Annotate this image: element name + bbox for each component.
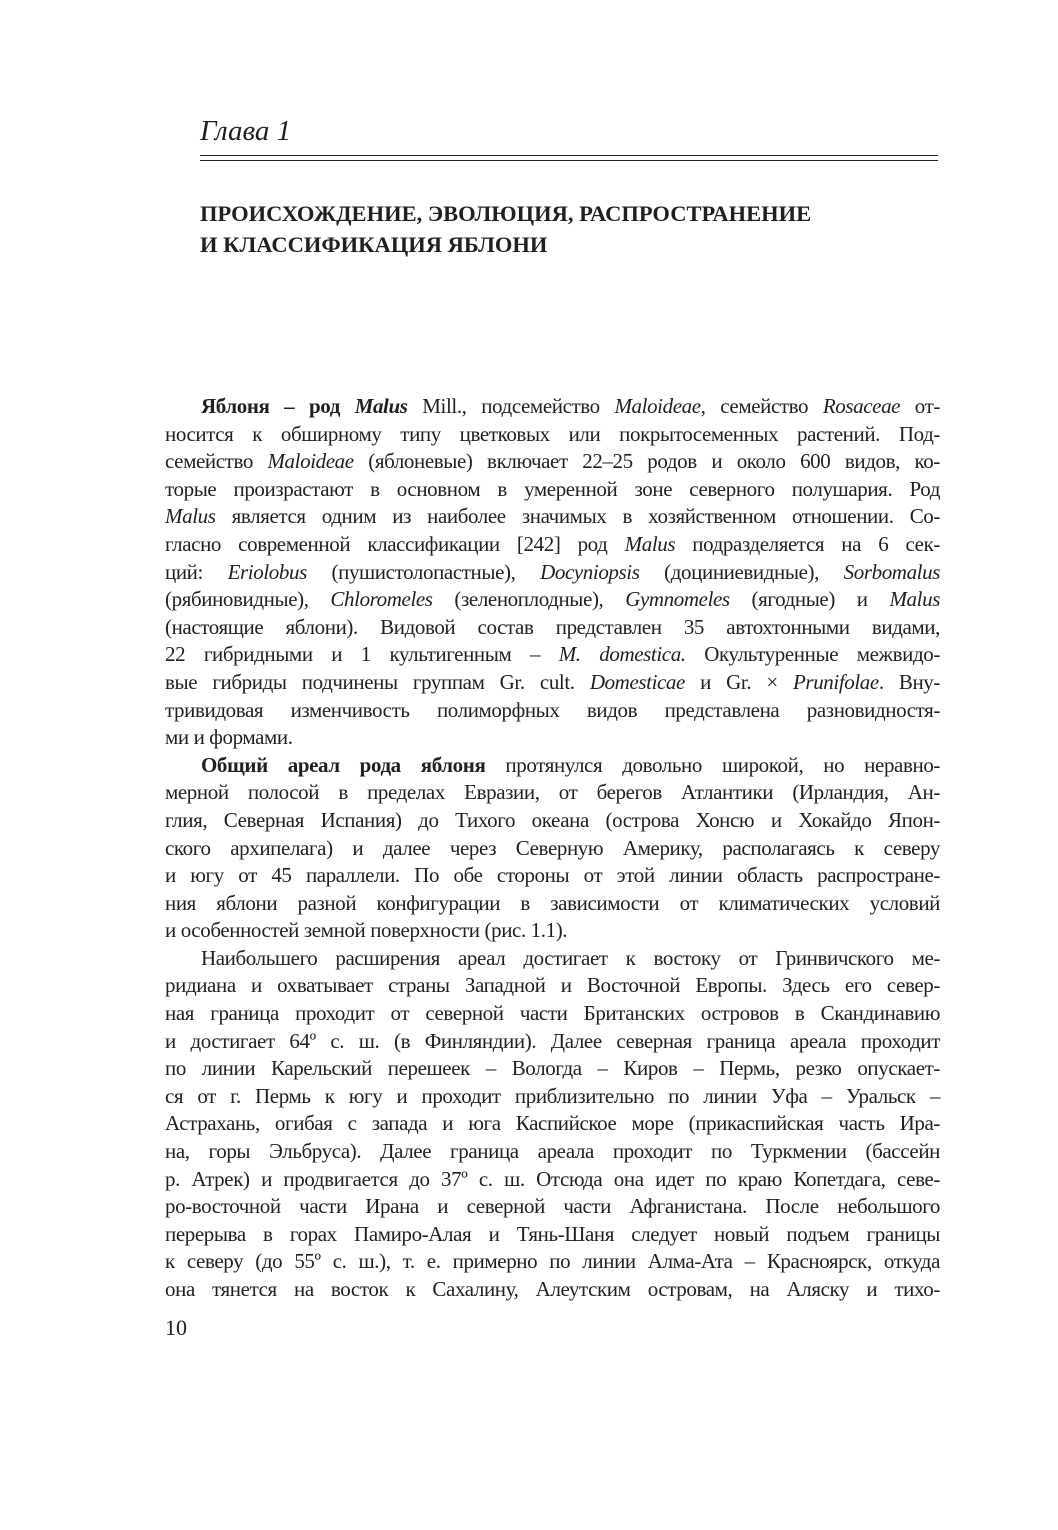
text-run: протянулся довольно широкой, но неравно- — [485, 752, 941, 777]
text-run: и югу от 45 параллели. По обе стороны от этой линии область распростране- — [165, 863, 940, 888]
text-run: и Gr. × — [684, 669, 793, 694]
text-line — [165, 862, 940, 890]
text-line — [165, 1166, 940, 1194]
text-run: по линии Карельский перешеек – Вологда – Киров – Пермь, резко опускает- — [165, 1056, 940, 1081]
text-line — [165, 972, 940, 1000]
text-run: , семейство — [700, 394, 823, 418]
text-run: носится к обширному типу цветковых или покрытосеменных растений. Под- — [165, 421, 940, 446]
text-run: она тянется на восток к Сахалину, Алеутским островам, на Аляску и тихо- — [165, 1277, 940, 1301]
text-line — [165, 393, 940, 421]
text-line — [165, 752, 940, 780]
emphasized-text: Malus — [624, 531, 676, 556]
emphasized-text: Sorbomalus — [843, 559, 940, 584]
page-number: 10 — [165, 1315, 187, 1340]
text-line — [165, 669, 940, 697]
text-run: торые произрастают в основном в умеренной зоне северного полушария. Род — [165, 476, 940, 501]
body-text — [165, 393, 940, 1304]
header-rule-top — [200, 155, 938, 156]
text-run: на, горы Эльбруса). Далее граница ареала проходит по Туркмении (бассейн — [165, 1139, 940, 1164]
text-run: (доциниевидные), — [639, 559, 844, 584]
text-run: ми и формами. — [165, 725, 293, 750]
text-run: тривидовая изменчивость полиморфных видов представлена разновидностя- — [165, 697, 940, 722]
chapter-title-line: ПРОИСХОЖДЕНИЕ, ЭВОЛЮЦИЯ, РАСПРОСТРАНЕНИЕ — [200, 201, 812, 226]
text-line — [165, 641, 940, 669]
text-run: ния яблони разной конфигурации в зависимости от климатических условий — [165, 890, 940, 915]
emphasized-text: Общий ареал рода яблоня — [201, 752, 486, 777]
text-run: перерыва в горах Памиро-Алая и Тянь-Шаня следует новый подъем границы — [165, 1221, 940, 1246]
text-run: (пушистолопастные), — [306, 559, 541, 584]
text-line — [165, 779, 940, 807]
text-line — [165, 1055, 940, 1083]
text-run: мерной полосой в пределах Евразии, от берегов Атлантики (Ирландия, Ан- — [165, 780, 940, 805]
text-line — [165, 448, 940, 476]
text-run: и особенностей земной поверхности (рис. 1.1). — [165, 918, 568, 943]
text-run: и достигает 64º с. ш. (в Финляндии). Далее северная граница ареала проходит — [165, 1028, 940, 1053]
text-run: гласно современной классификации [242] род — [165, 531, 625, 556]
text-line — [165, 724, 940, 752]
text-run: ная граница проходит от северной части Британских островов в Скандинавию — [165, 1001, 940, 1026]
text-line — [165, 697, 940, 725]
text-run: ского архипелага) и далее через Северную Америку, располагаясь к северу — [165, 835, 940, 860]
text-run: . Вну- — [878, 669, 940, 694]
text-run: вые гибриды подчинены группам Gr. cult. — [165, 669, 590, 694]
text-line — [165, 1221, 940, 1249]
text-run: Окультуренные межвидо- — [685, 642, 940, 667]
text-line — [165, 807, 940, 835]
emphasized-text: Eriolobus — [227, 559, 307, 584]
emphasized-text: Яблоня – род — [201, 394, 355, 418]
emphasized-text: Maloideae — [267, 449, 354, 474]
text-run: (рябиновидные), — [165, 587, 331, 612]
emphasized-text: Rosaceae — [822, 394, 901, 418]
emphasized-text: M. domestica. — [558, 642, 686, 667]
paragraph — [165, 393, 940, 752]
text-line — [165, 559, 940, 587]
text-run: (зеленоплодные), — [432, 587, 626, 612]
chapter-title-line: И КЛАССИФИКАЦИЯ ЯБЛОНИ — [200, 232, 548, 257]
text-run: является одним из наиболее значимых в хозяйственном отношении. Со- — [215, 504, 940, 529]
emphasized-text: Chloromeles — [330, 587, 433, 612]
text-line — [165, 1083, 940, 1111]
text-run: (настоящие яблони). Видовой состав представлен 35 автохтонными видами, — [165, 614, 940, 639]
chapter-heading: Глава 1 — [200, 115, 292, 147]
emphasized-text: Domesticae — [589, 669, 685, 694]
text-run: к северу (до 55º с. ш.), т. е. примерно по линии Алма-Ата – Красноярск, откуда — [165, 1249, 940, 1274]
text-run: (яблоневые) включает 22–25 родов и около 600 видов, ко- — [353, 449, 940, 474]
emphasized-text: Maloideae — [614, 394, 701, 418]
text-run: подразделяется на 6 сек- — [675, 531, 940, 556]
text-run: от- — [900, 394, 941, 418]
text-line — [165, 1276, 940, 1304]
chapter-title — [200, 198, 811, 260]
emphasized-text: Gymnomeles — [625, 587, 730, 612]
text-line — [165, 614, 940, 642]
text-line — [165, 421, 940, 449]
text-run: семейство — [165, 449, 268, 474]
text-line — [165, 1028, 940, 1056]
text-line — [165, 945, 940, 973]
text-run: р. Атрек) и продвигается до 37º с. ш. Отсюда она идет по краю Копетдага, севе- — [165, 1166, 940, 1191]
paragraph — [165, 752, 940, 945]
text-line — [165, 1138, 940, 1166]
text-run: 22 гибридными и 1 культигенным – — [165, 642, 559, 667]
emphasized-text: Malus — [165, 504, 216, 529]
text-run: ся от г. Пермь к югу и проходит приблизительно по линии Уфа – Уральск – — [165, 1083, 940, 1108]
emphasized-text: Malus — [354, 394, 408, 418]
text-line — [165, 1110, 940, 1138]
emphasized-text: Docyniopsis — [540, 559, 640, 584]
text-run: глия, Северная Испания) до Тихого океана (острова Хонсю и Хокайдо Япон- — [165, 807, 940, 832]
emphasized-text: Prunifolae — [793, 669, 879, 694]
text-line — [165, 1000, 940, 1028]
text-run: ций: — [165, 559, 228, 584]
text-line — [165, 1248, 940, 1276]
text-run: Астрахань, огибая с запада и юга Каспийское море (прикаспийская часть Ира- — [165, 1111, 940, 1136]
text-line — [165, 531, 940, 559]
text-run: (ягодные) и — [729, 587, 890, 612]
text-line — [165, 503, 940, 531]
text-run: Наибольшего расширения ареал достигает к востоку от Гринвичского ме- — [201, 945, 940, 970]
text-line — [165, 835, 940, 863]
text-line — [165, 890, 940, 918]
text-line — [165, 586, 940, 614]
emphasized-text: Malus — [889, 587, 940, 612]
header-rule-bottom — [200, 160, 938, 161]
text-run: ро-восточной части Ирана и северной части Афганистана. После небольшого — [165, 1194, 940, 1219]
paragraph — [165, 945, 940, 1304]
text-line — [165, 476, 940, 504]
text-run: Mill., подсемейство — [407, 394, 615, 418]
text-run: ридиана и охватывает страны Западной и Восточной Европы. Здесь его север- — [165, 973, 940, 998]
text-line — [165, 1193, 940, 1221]
text-line — [165, 917, 940, 945]
